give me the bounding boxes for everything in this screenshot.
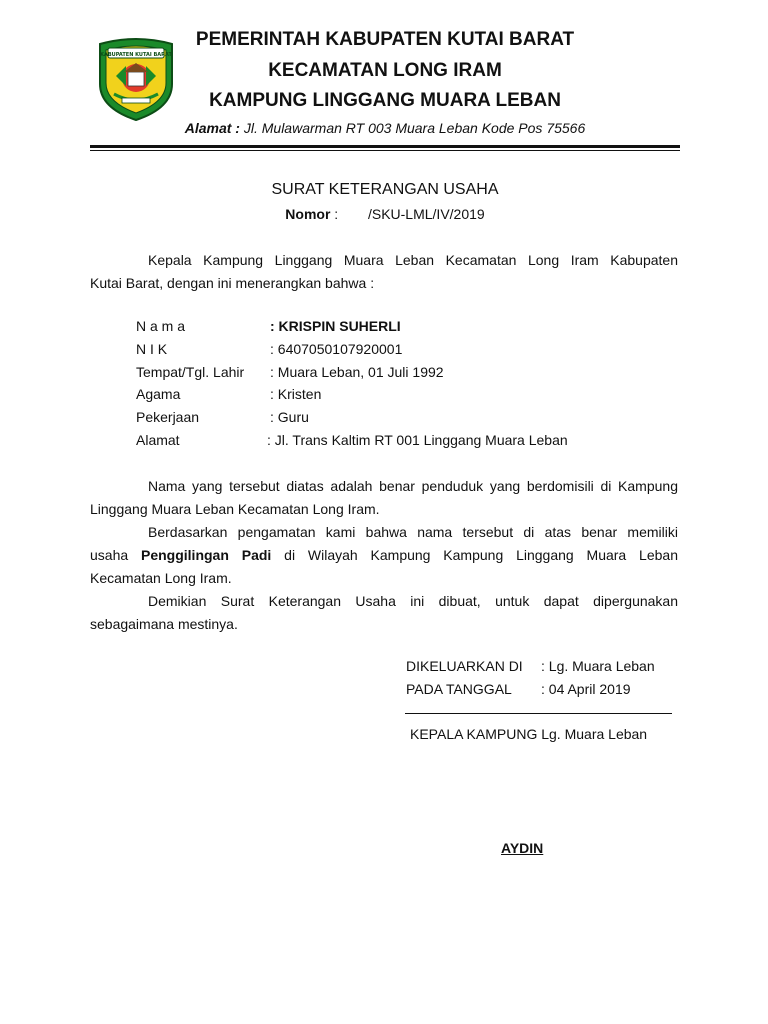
p2-line2-pre: usaha [90, 547, 129, 563]
body-paragraph-2 [90, 521, 678, 590]
field-label: N a m a [136, 318, 186, 334]
p2-line1: Berdasarkan pengamatan kami bahwa nama tersebut di atas benar memiliki [148, 524, 678, 540]
field-value: : Muara Leban, 01 Juli 1992 [270, 364, 444, 380]
issued-label: DIKELUARKAN DI [406, 658, 523, 674]
intro-line1: Kepala Kampung Linggang Muara Leban Kecamatan Long Iram Kabupaten [148, 252, 678, 268]
issued-date-row [406, 681, 686, 703]
business-type: Penggilingan Padi [141, 547, 272, 563]
p2-line2-post: di Wilayah Kampung Kampung Linggang Muara Leban [284, 547, 678, 563]
date-value: : 04 April 2019 [541, 681, 631, 697]
field-value: : 6407050107920001 [270, 341, 403, 357]
issued-place-row [406, 658, 686, 680]
field-value: : KRISPIN SUHERLI [270, 318, 401, 334]
nomor-separator: : [334, 206, 339, 222]
svg-text:KABUPATEN KUTAI BARAT: KABUPATEN KUTAI BARAT [100, 52, 172, 58]
field-label: N I K [136, 341, 168, 357]
signature-divider [405, 713, 672, 714]
address-label: Alamat : [184, 120, 240, 136]
field-label: Alamat [136, 432, 180, 448]
field-value: : Guru [270, 409, 309, 425]
body-paragraph-1 [90, 475, 678, 521]
letterhead-line3: KAMPUNG LINGGANG MUARA LEBAN [209, 90, 561, 111]
field-label: Agama [136, 386, 181, 402]
header-rule-thick [90, 145, 680, 148]
field-value: : Jl. Trans Kaltim RT 001 Linggang Muara Leban [267, 432, 568, 448]
header-rule-thin [90, 150, 680, 151]
address-text: Jl. Mulawarman RT 003 Muara Leban Kode Pos 75566 [243, 120, 586, 136]
field-label: Tempat/Tgl. Lahir [136, 364, 245, 380]
body-paragraph-3 [90, 590, 678, 636]
issued-value: : Lg. Muara Leban [541, 658, 655, 674]
nomor-label: Nomor [285, 206, 331, 222]
signatory-position: KEPALA KAMPUNG Lg. Muara Leban [410, 726, 648, 742]
field-label: Pekerjaan [136, 409, 200, 425]
p2-line3: Kecamatan Long Iram. [90, 570, 232, 586]
intro-line2: Kutai Barat, dengan ini menerangkan bahwa : [90, 275, 375, 291]
intro-paragraph [90, 249, 678, 295]
letter-title: SURAT KETERANGAN USAHA [271, 181, 499, 198]
letter-number [90, 206, 680, 222]
p3-line1: Demikian Surat Keterangan Usaha ini dibuat, untuk dapat dipergunakan [148, 593, 678, 609]
field-value: : Kristen [270, 386, 322, 402]
p3-line2: sebagaimana mestinya. [90, 616, 238, 632]
letterhead-line1: PEMERINTAH KABUPATEN KUTAI BARAT [195, 29, 575, 50]
p1-line2: Linggang Muara Leban Kecamatan Long Iram. [90, 501, 380, 517]
letterhead-line2: KECAMATAN LONG IRAM [268, 60, 502, 81]
letterhead-address [90, 120, 680, 136]
p1-line1: Nama yang tersebut diatas adalah benar penduduk yang berdomisili di Kampung [148, 478, 678, 494]
nomor-value: /SKU-LML/IV/2019 [367, 206, 485, 222]
date-label: PADA TANGGAL [406, 681, 512, 697]
signatory-name: AYDIN [501, 840, 544, 856]
